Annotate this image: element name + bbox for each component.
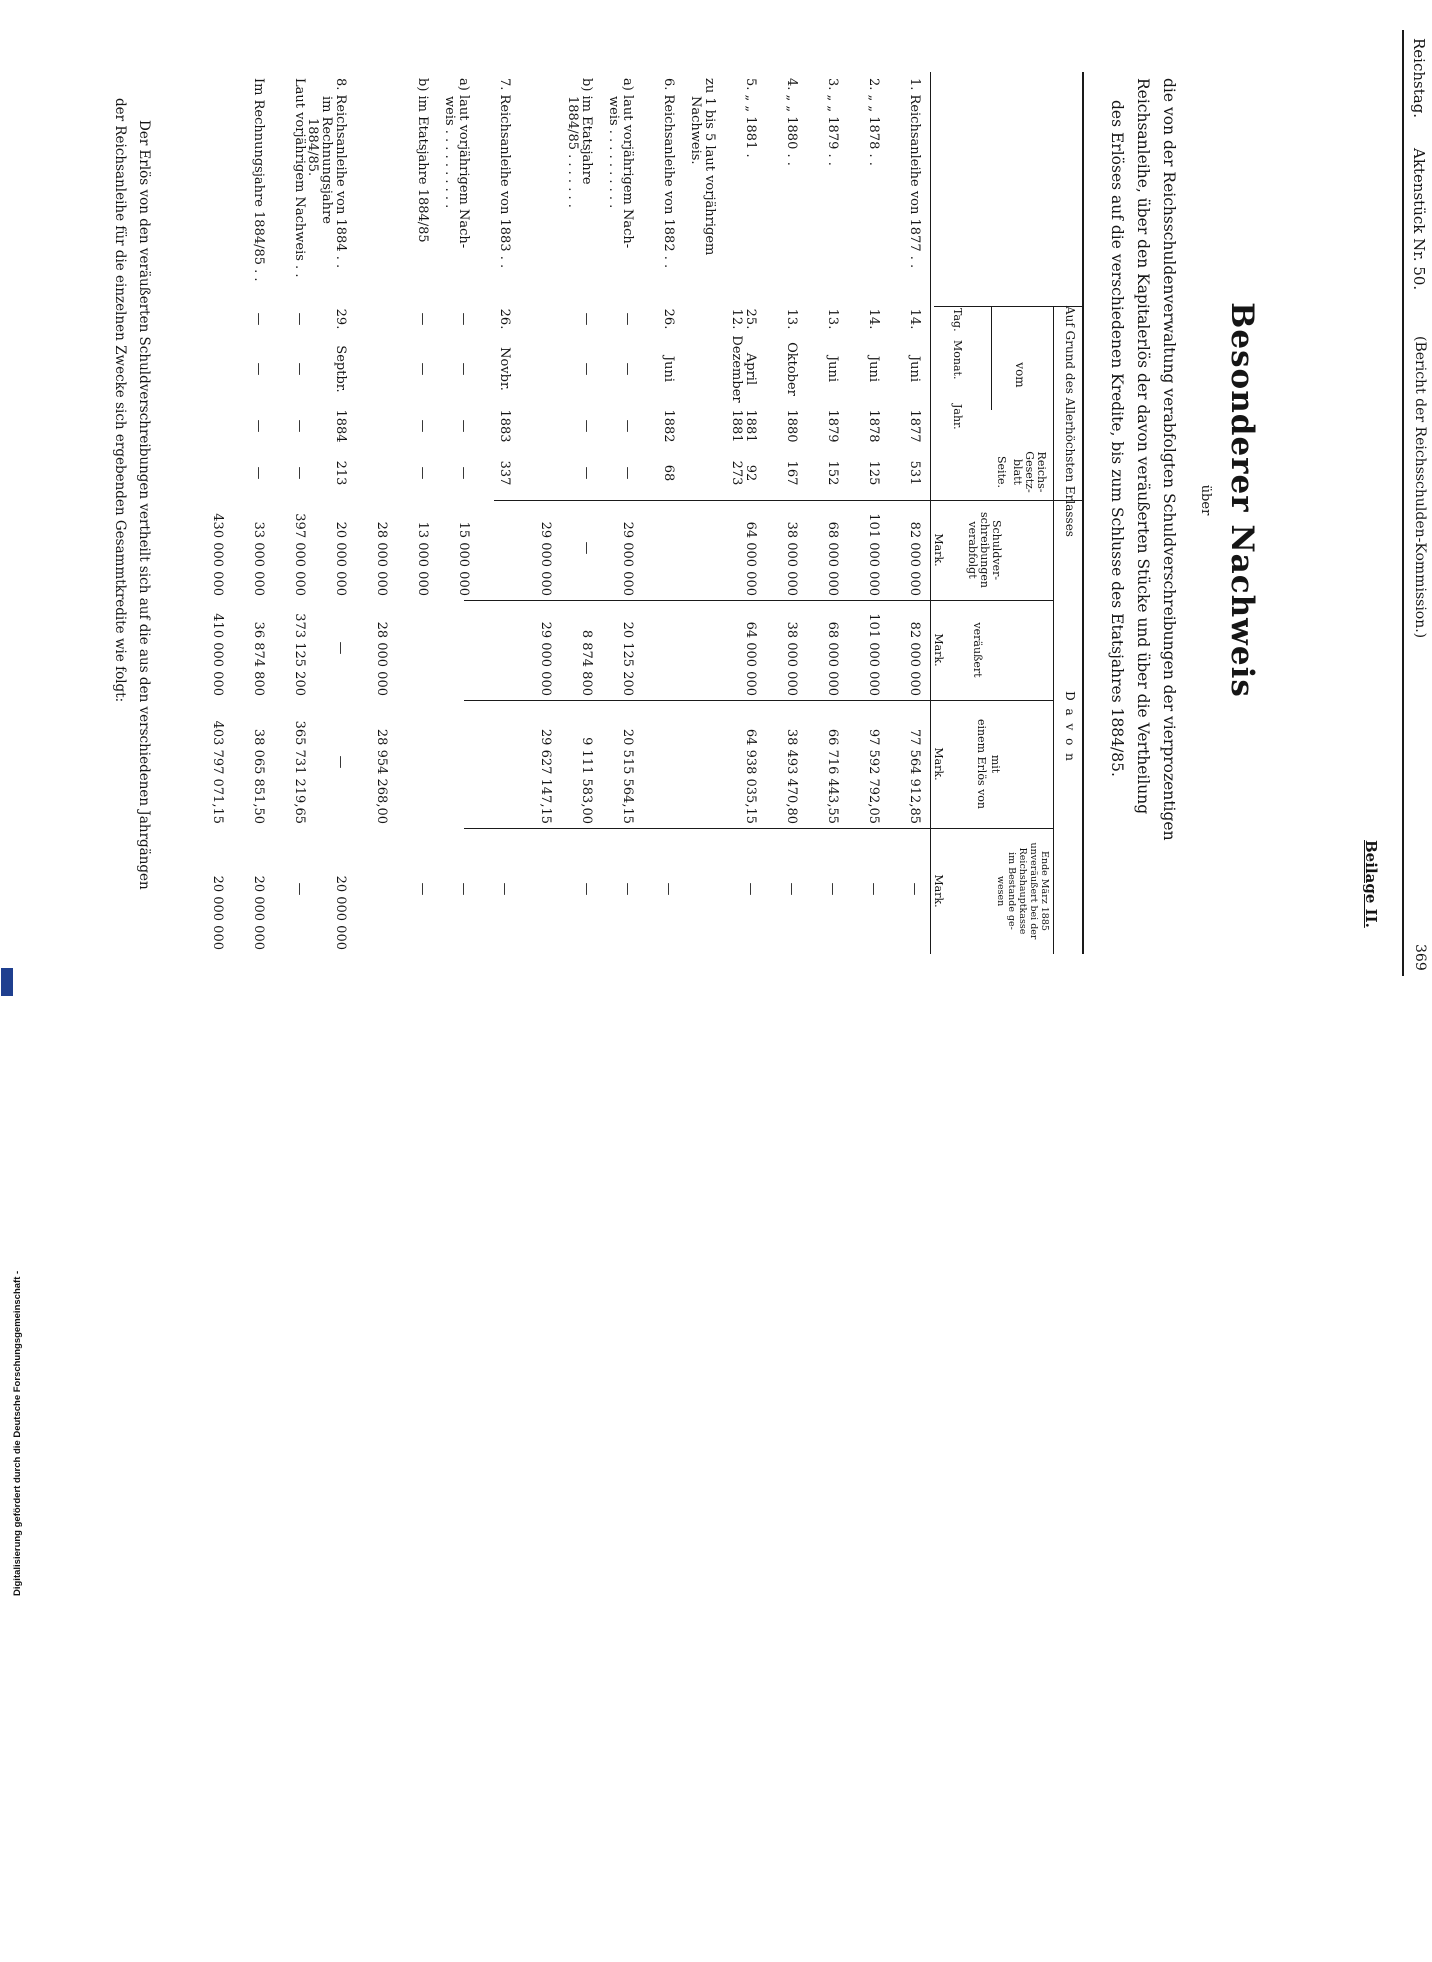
header-reichs-gesetzblatt: Reichs- Gesetz- blatt Seite. [995,451,1048,493]
header-monat: Monat. [951,340,964,380]
intro-line-3: des Erlöses auf die verschiedenen Kredite, bis zum Schlusse des Etatsjahres 1884/85. [1108,100,1126,777]
cell-veraeussert: 410 000 000 [210,613,225,696]
row-label-cont: Nachweis. [688,96,703,165]
cell-monat: Novbr. [497,347,512,391]
cell-verabfolgt: 397 000 000 [292,513,307,596]
cell-jahr: 1884 [333,409,348,443]
col-divider-label [934,306,1084,307]
cell-tag: — [620,312,635,326]
row-label: 5. „ „ 1881 . [743,78,758,158]
cell-veraeussert: 38 000 000 [784,621,799,696]
row-label-cont: 1884/85. [305,118,320,177]
title-ueber: über [1198,484,1213,516]
digitization-strip [0,600,23,1596]
cell-jahr: 1881 [743,409,758,443]
cell-erloes: 38 065 851,50 [251,728,266,824]
row-label-cont: weis . . . . . . . . . . [606,96,621,209]
cell-jahr: 1877 [907,409,922,443]
cell-veraeussert: — [333,641,348,655]
cell-veraeussert: 29 000 000 [538,621,553,696]
cell-tag: 14. [866,308,881,330]
footer-line-1: Der Erlös von den veräußerten Schuldverschreibungen vertheilt sich auf die aus den verschiedenen Jahrgängen [136,120,152,890]
cell-jahr: — [292,419,307,433]
row-label-cont: 1884/85 . . . . . . . [565,96,580,208]
cell-monat: Oktober [784,342,799,396]
cell-seite: 125 [866,460,881,486]
cell-tag: — [579,312,594,326]
cell-bestand: — [743,882,758,896]
table-top-rule [1082,72,1084,954]
cell-bestand: — [415,882,430,896]
cell-verabfolgt: 15 000 000 [456,521,471,596]
cell-bestand: — [825,882,840,896]
cell-erloes: 9 111 583,00 [579,737,594,824]
cell-verabfolgt: 29 000 000 [620,521,635,596]
cell-veraeussert: 28 000 000 [374,621,389,696]
cell-monat: — [415,362,430,376]
cell-erloes: 64 938 035,15 [743,728,758,824]
davon-rule [1053,500,1054,954]
cell-erloes: 403 797 071,15 [210,720,225,824]
header-schuldverschreibungen: Schuldver- schreibungen verabfolgt [966,511,1003,589]
cell-monat: — [620,362,635,376]
cell-verabfolgt: 68 000 000 [825,521,840,596]
header-tag: Tag. [951,308,964,332]
cell-tag: 13. [784,308,799,330]
cell-tag: — [292,312,307,326]
cell-verabfolgt: 64 000 000 [743,521,758,596]
cell-verabfolgt: 430 000 000 [210,513,225,596]
footer-line-2: der Reichsanleihe für die einzelnen Zwecke sich ergebenden Gesammtkredite wie folgt: [112,98,128,703]
row-label: 3. „ „ 1879 . . [825,78,840,166]
cell-veraeussert: 64 000 000 [743,621,758,696]
cell-verabfolgt: 82 000 000 [907,521,922,596]
header-mit-erloes: mit einem Erlös von [975,718,1002,810]
cell-erloes: 20 515 564,15 [620,728,635,824]
cell-bestand: 20 000 000 [210,875,225,950]
cell-erloes: 28 954 268,00 [374,728,389,824]
row-label: zu 1 bis 5 laut vorjährigem [702,78,717,256]
header-aktenstueck: Aktenstück Nr. 50. [1410,148,1428,291]
cell-monat: April [743,352,758,386]
row-label: b) im Etatsjahre [579,78,594,185]
cell-seite: 68 [661,464,676,482]
cell-bestand: — [579,882,594,896]
cell-seite: — [579,466,594,480]
cell-bestand: — [784,882,799,896]
cell-tag: 14. [907,308,922,330]
cell-monat: Septbr. [333,345,348,393]
cell-verabfolgt: 33 000 000 [251,521,266,596]
cell-veraeussert: 101 000 000 [866,613,881,696]
cell-bestand: — [620,882,635,896]
cell-jahr: 1882 [661,409,676,443]
row-label: Im Rechnungsjahre 1884/85 . . [251,78,266,282]
cell-bestand: 20 000 000 [251,875,266,950]
cell-monat: Juni [661,355,676,383]
cell-seite: — [620,466,635,480]
row-label: 7. Reichsanleihe von 1883 . . [497,78,512,269]
row-label: 1. Reichsanleihe von 1877 . . [907,78,922,269]
cell-bestand: — [497,882,512,896]
beilage-label: Beilage II. [1362,840,1380,928]
cell-bestand: — [866,882,881,896]
header-vom: vom [1013,362,1027,388]
cell-verabfolgt: 20 000 000 [333,521,348,596]
cell-bestand: 20 000 000 [333,875,348,950]
cell-jahr: 1883 [497,409,512,443]
cell-jahr: — [415,419,430,433]
cell-veraeussert: 20 125 200 [620,621,635,696]
cell-verabfolgt: 38 000 000 [784,521,799,596]
cell-veraeussert: 82 000 000 [907,621,922,696]
cell-erloes: 365 731 219,65 [292,720,307,824]
cell-seite: 167 [784,460,799,486]
unit-mark-2: Mark. [932,633,945,667]
cell-monat2: Dezember [729,335,744,403]
cell-jahr: — [620,419,635,433]
cell-jahr: 1880 [784,409,799,443]
cell-veraeussert: 8 874 800 [579,629,594,696]
cell-monat: — [251,362,266,376]
unit-mark-3: Mark. [932,747,945,781]
header-bericht: (Bericht der Reichsschulden-Kommission.) [1412,336,1428,639]
header-reichstag: Reichstag. [1410,38,1428,119]
row-label: 6. Reichsanleihe von 1882 . . [661,78,676,269]
cell-seite: 92 [743,464,758,482]
row-label: 8. Reichsanleihe von 1884 . . [333,78,348,269]
cell-seite: — [251,466,266,480]
unit-mark-1: Mark. [932,533,945,567]
header-veraeussert: veräußert [971,622,984,678]
cell-veraeussert: 36 874 800 [251,621,266,696]
cell-seite: — [456,466,471,480]
cell-erloes: 97 592 792,05 [866,728,881,824]
header-auf-grund: Auf Grund des Allerhöchsten Erlasses [1063,306,1077,537]
cell-tag: — [251,312,266,326]
intro-line-2: Reichsanleihe, über den Kapitalerlös der davon veräußerten Stücke und über die Vertheilung [1134,78,1152,815]
cell-bestand: — [456,882,471,896]
cell-seite: — [415,466,430,480]
cell-verabfolgt: 28 000 000 [374,521,389,596]
intro-line-1: die von der Reichsschuldenverwaltung verabfolgten Schuldverschreibungen der vierprozentigen [1160,78,1178,841]
cell-bestand: — [292,882,307,896]
row-label: a) laut vorjährigem Nach- [456,78,471,249]
header-davon: D a v o n [1063,691,1077,763]
cell-verabfolgt: 29 000 000 [538,521,553,596]
col-divider-bestand [464,828,1054,829]
row-label-cont: im Rechnungsjahre [319,96,334,224]
cell-tag: — [415,312,430,326]
cell-seite: 531 [907,460,922,486]
table-header-rule [930,72,931,954]
cell-tag: 25. [743,308,758,330]
cell-seite: 152 [825,460,840,486]
header-ende-maerz: Ende März 1885 unveräußert bei der Reichshauptkasse im Bestande ge- wesen [995,842,1050,940]
cell-erloes: 29 627 147,15 [538,728,553,824]
header-rule [1402,30,1404,976]
cell-monat: Juni [907,355,922,383]
cell-verabfolgt: — [579,541,594,555]
cell-monat: Juni [866,355,881,383]
cell-jahr: 1878 [866,409,881,443]
row-label: 2. „ „ 1878 . . [866,78,881,166]
cell-veraeussert: 373 125 200 [292,613,307,696]
cell-seite: — [292,466,307,480]
cell-seite2: 273 [729,460,744,486]
cell-jahr2: 1881 [729,409,744,443]
cell-seite: 337 [497,460,512,486]
cell-erloes: 38 493 470,80 [784,728,799,824]
cell-tag: 13. [825,308,840,330]
cell-monat: — [579,362,594,376]
cell-tag2: 12. [729,308,744,330]
cell-bestand: — [907,882,922,896]
cell-erloes: 66 716 443,55 [825,728,840,824]
page-title: Besonderer Nachweis [1224,302,1260,698]
row-label-cont: weis . . . . . . . . . . [442,96,457,209]
cell-verabfolgt: 13 000 000 [415,521,430,596]
page-number: 369 [1412,944,1428,971]
cell-tag: 26. [661,308,676,330]
cell-bestand: — [661,882,676,896]
cell-jahr: — [251,419,266,433]
row-label: b) im Etatsjahre 1884/85 [415,78,430,243]
cell-erloes: — [333,755,348,769]
cell-seite: 213 [333,460,348,486]
header-jahr: Jahr. [951,404,964,430]
cell-jahr: — [579,419,594,433]
cell-tag: — [456,312,471,326]
cell-tag: 29. [333,308,348,330]
cell-monat: — [292,362,307,376]
unit-mark-4: Mark. [932,874,945,908]
cell-monat: Juni [825,355,840,383]
cell-veraeussert: 68 000 000 [825,621,840,696]
cell-jahr: 1879 [825,409,840,443]
auf-grund-rule [1053,306,1054,500]
reichsgesetz-rule [991,306,992,410]
cell-tag: 26. [497,308,512,330]
cell-erloes: 77 564 912,85 [907,728,922,824]
dfg-logo: DFG [1,968,13,996]
row-label: a) laut vorjährigem Nach- [620,78,635,249]
row-label: 4. „ „ 1880 . . [784,78,799,166]
cell-monat: — [456,362,471,376]
cell-jahr: — [456,419,471,433]
digitization-note: Digitalisierung gefördert durch die Deutsche Forschungsgemeinschaft - [12,1270,23,1596]
row-label: Laut vorjährigem Nachweis . . [292,78,307,278]
cell-verabfolgt: 101 000 000 [866,513,881,596]
